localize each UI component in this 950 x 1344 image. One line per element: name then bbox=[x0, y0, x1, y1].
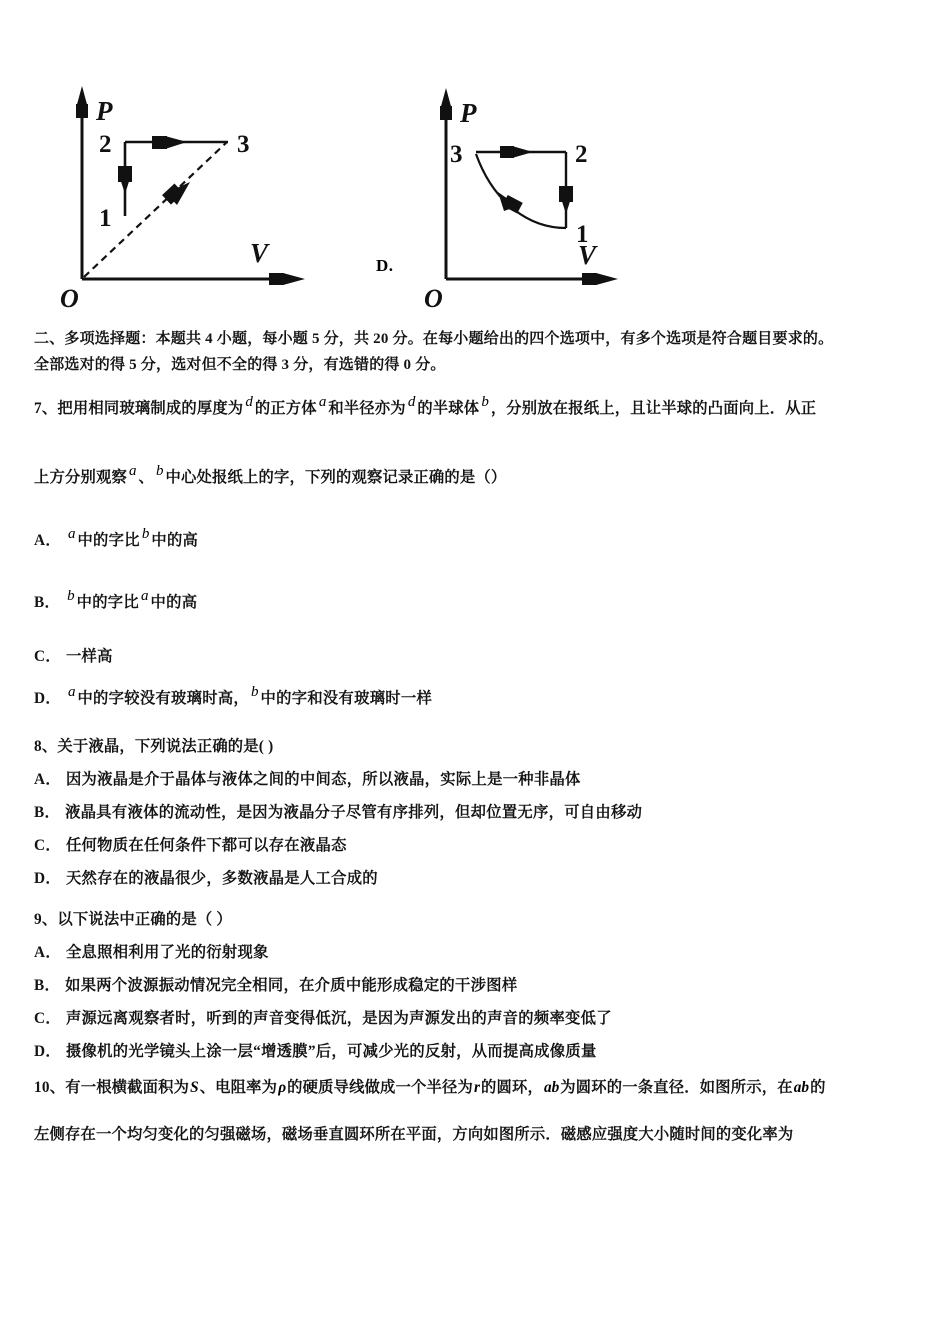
q9-option-d-marker: D． bbox=[34, 1043, 61, 1060]
q7-option-b-marker: B． bbox=[34, 594, 61, 611]
q9-option-a-marker: A． bbox=[34, 944, 61, 961]
q7-option-c-marker: C． bbox=[34, 648, 61, 665]
axis-label-p: P bbox=[460, 98, 477, 128]
question-10-stem-line1 bbox=[34, 1079, 826, 1097]
q9-option-a-text: 全息照相利用了光的衍射现象 bbox=[65, 944, 269, 961]
q9-option-c[interactable] bbox=[34, 1010, 612, 1028]
q10-var-s: S bbox=[190, 1079, 199, 1096]
q9-option-c-text: 声源远离观察者时，听到的声音变得低沉，是因为声源发出的声音的频率变低了 bbox=[65, 1010, 612, 1027]
q8-option-a-text: 因为液晶是介于晶体与液体之间的中间态，所以液晶，实际上是一种非晶体 bbox=[65, 771, 581, 788]
q10-var-ab1: ab bbox=[544, 1079, 560, 1096]
q8-option-b-marker: B． bbox=[34, 804, 61, 821]
q8-option-d-text: 天然存在的液晶很少，多数液晶是人工合成的 bbox=[65, 870, 378, 887]
q8-option-b-text: 液晶具有液体的流动性，是因为液晶分子尽管有序排列，但却位置无序，可自由移动 bbox=[65, 804, 643, 821]
q7-option-c[interactable] bbox=[34, 648, 113, 666]
q7-option-a-var2: b bbox=[141, 526, 150, 542]
q7-var-d1: d bbox=[245, 394, 253, 410]
q10-part1: 10、有一根横截面积为 bbox=[34, 1079, 190, 1096]
q10-var-r: r bbox=[474, 1079, 480, 1096]
point-label-2: 2 bbox=[99, 131, 112, 158]
section-heading-text-2: 全部选对的得 5 分，选对但不全的得 3 分，有选错的得 0 分。 bbox=[34, 357, 446, 373]
origin-label: O bbox=[424, 284, 443, 313]
q7-var-b1: b bbox=[481, 394, 489, 410]
q8-option-c-marker: C． bbox=[34, 837, 61, 854]
pv-diagram-b-svg bbox=[418, 64, 658, 314]
question-7-stem-line1 bbox=[34, 394, 816, 418]
q7-var-a1: a bbox=[318, 394, 327, 410]
section-heading-line2 bbox=[34, 352, 446, 378]
q8-option-c[interactable] bbox=[34, 837, 347, 855]
q8-option-d[interactable] bbox=[34, 870, 378, 888]
q10-part3: 的硬质导线做成一个半径为 bbox=[287, 1079, 474, 1096]
section-heading-text-1: 二、多项选择题：本题共 4 小题，每小题 5 分，共 20 分。在每小题给出的四个选项中，有多个选项是符合题目要求的。 bbox=[34, 331, 834, 347]
q10-part6: 的 bbox=[810, 1079, 826, 1096]
q7-option-c-text: 一样高 bbox=[65, 648, 113, 665]
q8-option-a-marker: A． bbox=[34, 771, 61, 788]
q10-part5: 为圆环的一条直径．如图所示，在 bbox=[560, 1079, 793, 1096]
question-8-stem bbox=[34, 738, 273, 756]
q8-option-b[interactable] bbox=[34, 804, 642, 822]
q10-var-ab2: ab bbox=[793, 1079, 810, 1096]
origin-label: O bbox=[60, 284, 79, 313]
point-label-1: 1 bbox=[576, 221, 589, 248]
q9-option-c-marker: C． bbox=[34, 1010, 61, 1027]
q7-option-a[interactable] bbox=[34, 526, 198, 550]
q7-option-b-var1: b bbox=[67, 588, 75, 604]
q7-stem-part2: 的正方体 bbox=[254, 400, 317, 417]
q9-option-b[interactable] bbox=[34, 977, 517, 995]
q9-option-b-text: 如果两个波源振动情况完全相同，在介质中能形成稳定的干涉图样 bbox=[65, 977, 518, 994]
axis-label-v: V bbox=[250, 238, 269, 268]
point-label-3: 3 bbox=[450, 141, 463, 168]
q8-option-a[interactable] bbox=[34, 771, 581, 789]
q7-var-b2: b bbox=[155, 463, 164, 479]
q7-option-d-var2: b bbox=[251, 684, 259, 700]
question-7-stem-line2 bbox=[34, 463, 506, 487]
q10-var-rho: ρ bbox=[278, 1079, 287, 1096]
q9-option-a[interactable] bbox=[34, 944, 269, 962]
q7-option-b-var2: a bbox=[141, 588, 149, 604]
q7-stem-line2-part1: 上方分别观察 bbox=[34, 469, 127, 486]
q9-option-d-text: 摄像机的光学镜头上涂一层“增透膜”后，可减少光的反射，从而提高成像质量 bbox=[65, 1043, 597, 1060]
axis-label-p: P bbox=[96, 96, 113, 126]
q8-option-c-text: 任何物质在任何条件下都可以存在液晶态 bbox=[65, 837, 347, 854]
q7-stem-line2-sep: 、 bbox=[138, 469, 154, 486]
q7-option-d-marker: D． bbox=[34, 690, 61, 707]
q7-option-d-text1: 中的字较没有玻璃时高， bbox=[77, 690, 250, 707]
q7-option-a-var1: a bbox=[67, 526, 76, 542]
q7-option-a-marker: A． bbox=[34, 532, 61, 549]
q7-option-a-text2: 中的高 bbox=[151, 532, 199, 549]
q9-stem-text: 9、以下说法中正确的是（ ） bbox=[34, 911, 232, 928]
q7-stem-part5: ，分别放在报纸上，且让半球的凸面向上．从正 bbox=[490, 400, 817, 417]
q7-stem-part1: 7、把用相同玻璃制成的厚度为 bbox=[34, 400, 244, 417]
q7-option-b[interactable] bbox=[34, 588, 197, 612]
option-d-label: D. bbox=[376, 256, 394, 275]
q9-option-d[interactable] bbox=[34, 1043, 597, 1061]
section-heading-line1 bbox=[34, 326, 833, 352]
q7-option-d-var1: a bbox=[67, 684, 76, 700]
q8-option-d-marker: D． bbox=[34, 870, 61, 887]
point-label-2: 2 bbox=[575, 141, 588, 168]
pv-diagram-a bbox=[52, 64, 332, 314]
point-label-3: 3 bbox=[237, 131, 250, 158]
q7-stem-part4: 的半球体 bbox=[417, 400, 480, 417]
q7-var-a2: a bbox=[128, 463, 137, 479]
q9-option-b-marker: B． bbox=[34, 977, 61, 994]
pv-diagram-b bbox=[418, 64, 658, 314]
question-9-stem bbox=[34, 911, 232, 929]
q8-stem-text: 8、关于液晶，下列说法正确的是( ) bbox=[34, 738, 274, 755]
q7-stem-line2-part2: 中心处报纸上的字，下列的观察记录正确的是（） bbox=[165, 469, 507, 486]
q7-option-b-text1: 中的字比 bbox=[76, 594, 139, 611]
point-label-1: 1 bbox=[99, 205, 112, 232]
q7-option-b-text2: 中的高 bbox=[150, 594, 198, 611]
q7-var-d2: d bbox=[407, 394, 416, 410]
pv-diagram-a-svg bbox=[52, 64, 332, 314]
q7-stem-part3: 和半径亦为 bbox=[328, 400, 406, 417]
q10-part4: 的圆环， bbox=[481, 1079, 543, 1096]
figure-row bbox=[0, 64, 950, 314]
q7-option-d-text2: 中的字和没有玻璃时一样 bbox=[260, 690, 433, 707]
question-10-stem-line2 bbox=[34, 1126, 793, 1144]
q7-option-a-text1: 中的字比 bbox=[77, 532, 140, 549]
axis-label-v: V bbox=[578, 240, 597, 270]
q10-line2-text: 左侧存在一个均匀变化的匀强磁场，磁场垂直圆环所在平面，方向如图所示．磁感应强度大小随时间的变化率为 bbox=[34, 1126, 794, 1143]
q7-option-d[interactable] bbox=[34, 684, 432, 708]
q10-part2: 、电阻率为 bbox=[199, 1079, 278, 1096]
